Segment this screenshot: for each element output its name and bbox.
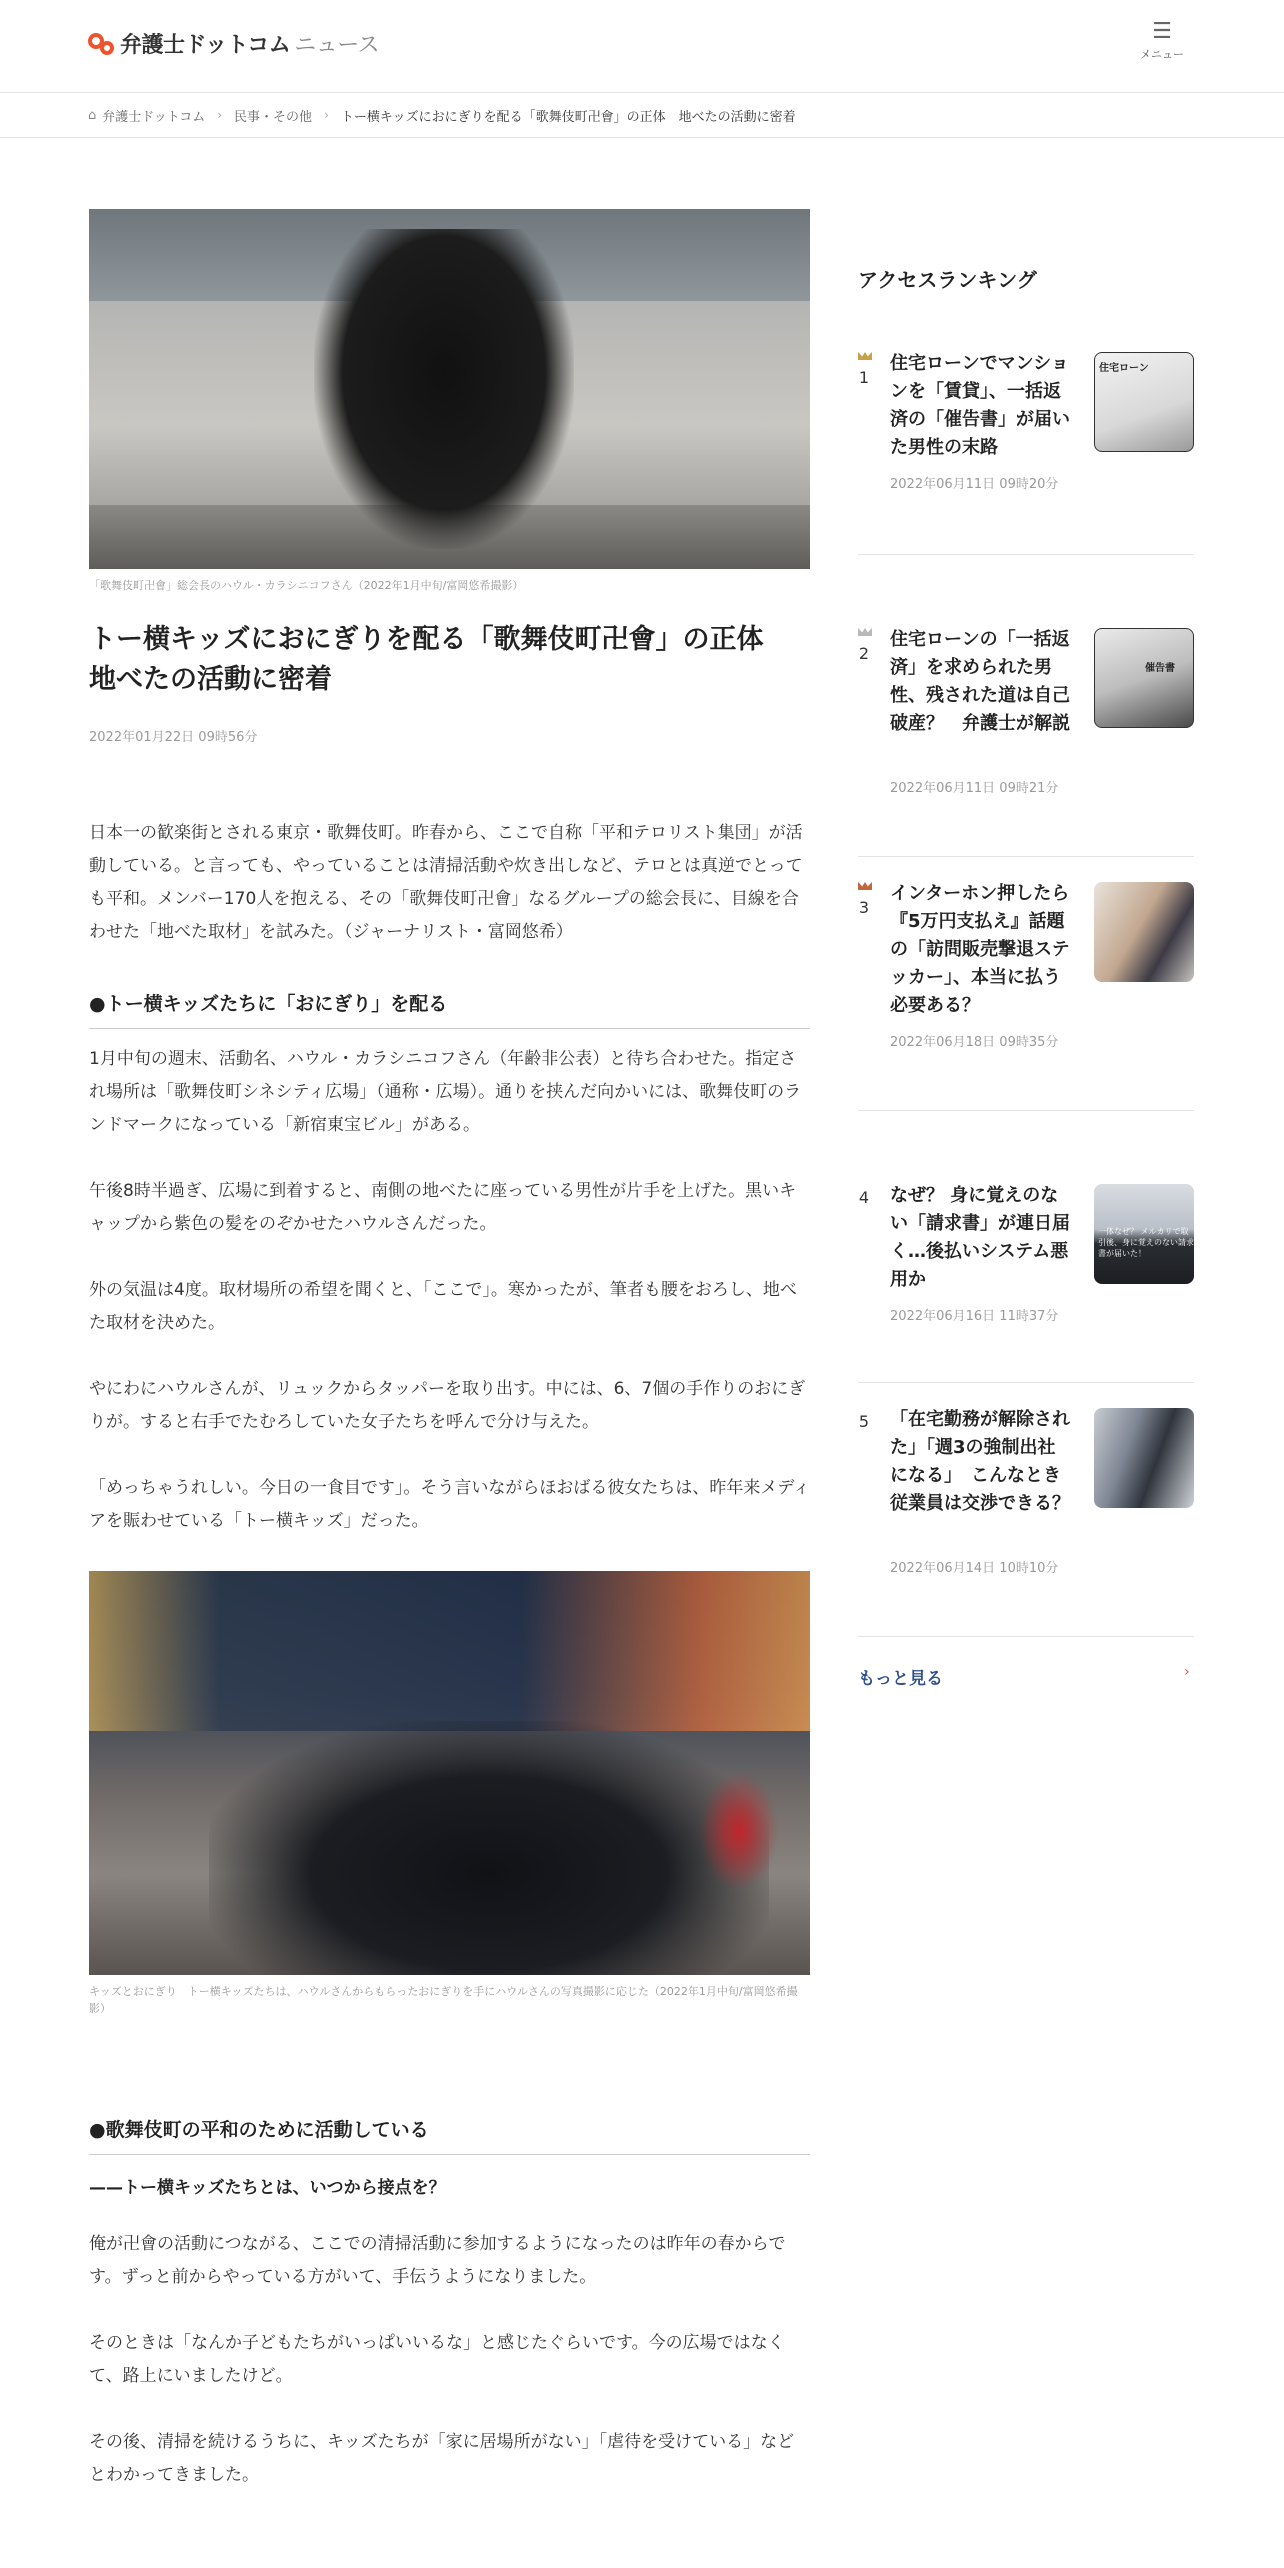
ranking-item-title[interactable]: 住宅ローンの「一括返済」を求められた男性、残された道は自己破産？ 弁護士が解説: [890, 629, 1070, 734]
ranking-thumbnail[interactable]: [1094, 882, 1194, 982]
ranking-item-date: 2022年06月16日 11時37分: [890, 1309, 1059, 1324]
divider: [858, 856, 1194, 857]
logo-mark-icon: [88, 31, 114, 57]
article-title: トー横キッズにおにぎりを配る「歌舞伎町卍會」の正体 地べたの活動に密着: [89, 624, 791, 695]
photo-caption: 「歌舞伎町卍會」総会長のハウル・カラシニコフさん（2022年1月中旬/富岡悠希撮影）: [89, 579, 524, 592]
ranking-number: 5: [858, 1412, 870, 1431]
bronze-crown-icon: [858, 882, 872, 890]
hamburger-icon: ☰: [1152, 19, 1172, 44]
section-heading: ●トー横キッズたちに「おにぎり」を配る: [89, 989, 810, 1029]
divider: [858, 1382, 1194, 1383]
thumbnail-text: 催告書: [1145, 663, 1175, 674]
gold-crown-icon: [858, 352, 872, 360]
silver-crown-icon: [858, 628, 872, 636]
article-paragraph: やにわにハウルさんが、リュックからタッパーを取り出す。中には、6、7個の手作りのおにぎりが。すると右手でたむろしていた女子たちを呼んで分け与えた。: [89, 1379, 806, 1432]
thumbnail-text: 一体なぜ？ メルカリで取引後、身に覚えのない請求書が届いた！: [1098, 1227, 1194, 1258]
ranking-item-date: 2022年06月11日 09時21分: [890, 781, 1059, 796]
ranking-title: アクセスランキング: [858, 268, 1037, 292]
logo-text: 弁護士ドットコム: [120, 33, 291, 58]
menu-button[interactable]: [1130, 20, 1194, 62]
chevron-right-icon: ›: [324, 108, 329, 122]
breadcrumb: [0, 93, 1284, 138]
site-logo[interactable]: [88, 28, 379, 59]
access-ranking: [858, 264, 1194, 1689]
ranking-number: 2: [858, 644, 870, 663]
divider: [858, 1636, 1194, 1637]
article-paragraph: 外の気温は4度。取材場所の希望を聞くと、「ここで」。寒かったが、筆者も腰をおろし、地べた取材を決めた。: [89, 1280, 797, 1333]
ranking-item-date: 2022年06月18日 09時35分: [890, 1035, 1059, 1050]
article-second-photo: [89, 1571, 810, 1975]
divider: [858, 1110, 1194, 1111]
ranking-item-date: 2022年06月14日 10時10分: [890, 1561, 1059, 1576]
ranking-item-title[interactable]: 住宅ローンでマンションを「賃貸」、一括返済の「催告書」が届いた男性の末路: [890, 353, 1070, 458]
ranking-thumbnail[interactable]: [1094, 352, 1194, 452]
menu-label: メニュー: [1140, 48, 1184, 61]
photo-caption: キッズとおにぎり トー横キッズたちは、ハウルさんからもらったおにぎりを手にハウルさんの写真撮影に応じた（2022年1月中旬/富岡悠希撮影）: [89, 1985, 798, 2015]
interview-question: ——トー横キッズたちとは、いつから接点を？: [89, 2178, 446, 2198]
site-header: [0, 0, 1284, 93]
home-icon: ⌂: [88, 107, 97, 123]
article-paragraph: その後、清掃を続けるうちに、キッズたちが「家に居場所がない」「虐待を受けている」などとわかってきました。: [89, 2432, 795, 2485]
logo-suffix: ニュース: [294, 33, 380, 58]
ranking-thumbnail[interactable]: [1094, 1408, 1194, 1508]
article-paragraph: 「めっちゃうれしい。今日の一食目です」。そう言いながらほおばる彼女たちは、昨年来メディアを賑わせている「トー横キッズ」だった。: [89, 1478, 810, 1531]
ranking-thumbnail[interactable]: [1094, 628, 1194, 728]
section-heading: ●歌舞伎町の平和のために活動している: [89, 2115, 810, 2155]
article-paragraph: そのときは「なんか子どもたちがいっぱいいるな」と感じたぐらいです。今の広場ではなくて、路上にいましたけど。: [89, 2333, 785, 2386]
article-paragraph: 俺が卍會の活動につながる、ここでの清掃活動に参加するようになったのは昨年の春からです。ずっと前からやっている方がいて、手伝うようになりました。: [89, 2234, 786, 2287]
article-main-photo: [89, 209, 810, 569]
ranking-item-date: 2022年06月11日 09時20分: [890, 477, 1059, 492]
breadcrumb-home[interactable]: 弁護士ドットコム: [102, 109, 206, 125]
thumbnail-text: 住宅ローン: [1099, 363, 1149, 374]
breadcrumb-current: トー横キッズにおにぎりを配る「歌舞伎町卍會」の正体 地べたの活動に密着: [340, 109, 796, 125]
article-date: 2022年01月22日 09時56分: [89, 730, 258, 745]
ranking-number: 4: [858, 1188, 870, 1207]
chevron-right-icon[interactable]: ›: [1184, 1664, 1190, 1680]
ranking-item-title[interactable]: なぜ？ 身に覚えのない「請求書」が連日届く…後払いシステム悪用か: [890, 1185, 1070, 1290]
ranking-number: 3: [858, 898, 870, 917]
article-paragraph: 日本一の歓楽街とされる東京・歌舞伎町。昨春から、ここで自称「平和テロリスト集団」が活動している。と言っても、やっていることは清掃活動や炊き出しなど、テロとは真逆でとっても平和。メンバー170人を抱える、その「歌舞伎町卍會」なるグループの総会長に、目線を合わせた「地べた取材」を試みた。（ジャーナリスト・富岡悠希）: [89, 823, 803, 942]
ranking-thumbnail[interactable]: [1094, 1184, 1194, 1284]
article-paragraph: 1月中旬の週末、活動名、ハウル・カラシニコフさん（年齢非公表）と待ち合わせた。指定され場所は「歌舞伎町シネシティ広場」（通称・広場）。通りを挟んだ向かいには、歌舞伎町のランドマークになっている「新宿東宝ビル」がある。: [89, 1049, 802, 1135]
divider: [858, 554, 1194, 555]
ranking-item-title[interactable]: 「在宅勤務が解除された」「週3の強制出社になる」 こんなとき従業員は交渉できる？: [890, 1409, 1070, 1514]
ranking-item-title[interactable]: インターホン押したら『5万円支払え』話題の「訪問販売撃退ステッカー」、本当に払う必要ある？: [890, 883, 1070, 1016]
more-link[interactable]: もっと見る: [858, 1669, 943, 1689]
ranking-number: 1: [858, 368, 870, 387]
article: [89, 209, 810, 2492]
chevron-right-icon: ›: [217, 108, 223, 122]
breadcrumb-category[interactable]: 民事・その他: [234, 109, 313, 125]
article-paragraph: 午後8時半過ぎ、広場に到着すると、南側の地べたに座っている男性が片手を上げた。黒いキャップから紫色の髪をのぞかせたハウルさんだった。: [89, 1181, 797, 1234]
